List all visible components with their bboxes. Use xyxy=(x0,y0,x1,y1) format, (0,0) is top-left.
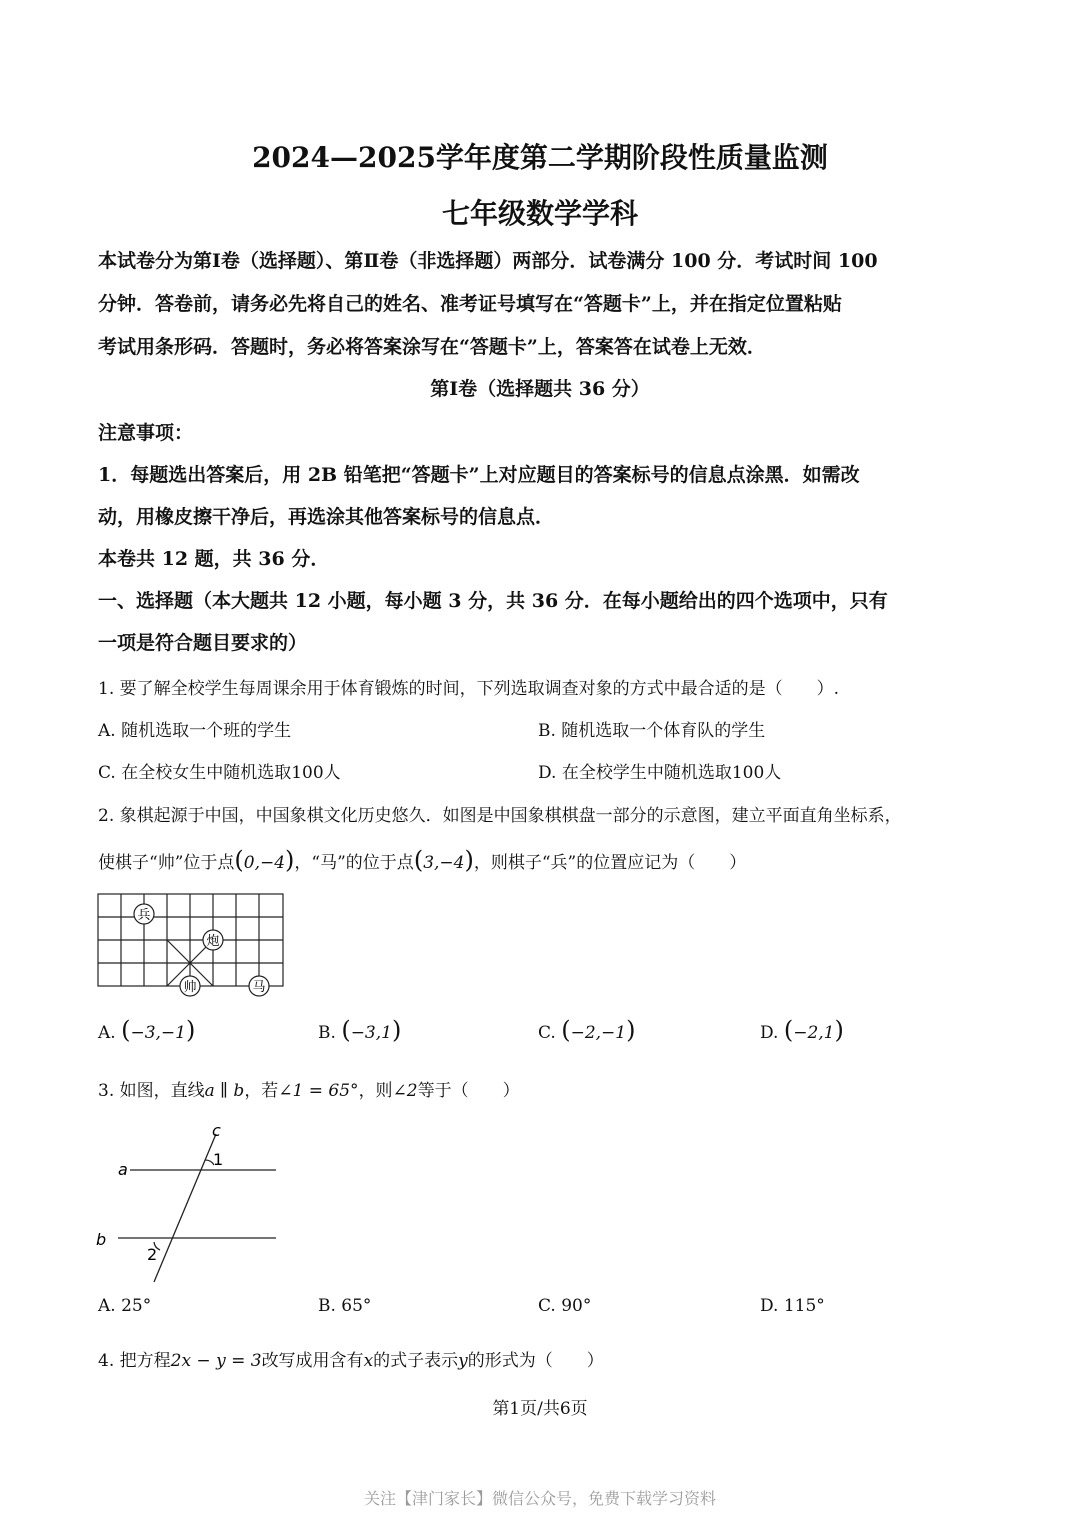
line-c xyxy=(154,1134,216,1282)
svg-text:帅: 帅 xyxy=(183,980,197,995)
q1-option-c: C. 在全校女生中随机选取100人 xyxy=(98,763,341,783)
q2-option-a: A. (−3,−1) xyxy=(98,1016,196,1044)
piece-ma xyxy=(249,976,269,996)
q2-option-b: B. (−3,1) xyxy=(318,1016,402,1044)
section-heading: 第Ⅰ卷（选择题共 36 分） xyxy=(430,378,650,400)
q3-parallel: a ∥ b xyxy=(204,1081,245,1101)
q3-option-d: D. 115° xyxy=(760,1296,825,1316)
watermark-text: 关注【津门家长】微信公众号，免费下载学习资料 xyxy=(363,1489,716,1508)
q2-stem-line-2: 使棋子“帅”位于点(0,−4)，“马”的位于点(3,−4)，则棋子“兵”的位置应记为（ ） xyxy=(98,846,747,874)
parallel-lines-figure xyxy=(94,1118,284,1288)
piece-pao xyxy=(203,930,223,950)
label-c: c xyxy=(212,1121,221,1140)
label-2: 2 xyxy=(147,1245,158,1264)
chessboard-figure xyxy=(96,890,288,1000)
q3-option-b: B. 65° xyxy=(318,1296,372,1316)
part-heading-line-2: 一项是符合题目要求的） xyxy=(98,632,308,654)
svg-text:兵: 兵 xyxy=(137,908,151,923)
notice-label: 注意事项： xyxy=(98,422,194,444)
piece-shuai xyxy=(180,976,200,996)
q1-stem: 1. 要了解全校学生每周课余用于体育锻炼的时间，下列选取调查对象的方式中最合适的是（ ）. xyxy=(98,679,840,699)
q2-point-ma: 3,−4 xyxy=(423,853,465,873)
q4-stem: 4. 把方程2x − y = 3改写成用含有x的式子表示y的形式为（ ） xyxy=(98,1351,604,1371)
q2-stem-line-1: 2. 象棋起源于中国，中国象棋文化历史悠久．如图是中国象棋棋盘一部分的示意图，建立平面直角坐标系， xyxy=(98,806,902,826)
q1-option-b: B. 随机选取一个体育队的学生 xyxy=(538,721,766,741)
exam-title: 2024—2025学年度第二学期阶段性质量监测 xyxy=(252,141,828,174)
label-b: b xyxy=(96,1230,107,1249)
q3-option-a: A. 25° xyxy=(98,1296,152,1316)
intro-line-3: 考试用条形码．答题时，务必将答案涂写在“答题卡”上，答案答在试卷上无效． xyxy=(98,336,766,358)
q2-stem-c: ，则棋子“兵”的位置应记为（ ） xyxy=(473,853,747,873)
q3-option-c: C. 90° xyxy=(538,1296,592,1316)
q4-equation: 2x − y = 3 xyxy=(170,1351,262,1371)
part-heading-line-1: 一、选择题（本大题共 12 小题，每小题 3 分，共 36 分．在每小题给出的四个选项中，只有 xyxy=(98,590,888,612)
q2-option-c: C. (−2,−1) xyxy=(538,1016,636,1044)
section-count: 本卷共 12 题，共 36 分． xyxy=(98,548,330,570)
q3-angle-1: ∠1 = 65° xyxy=(278,1081,359,1101)
svg-text:炮: 炮 xyxy=(206,934,220,949)
notice-line-1: 1．每题选出答案后，用 2B 铅笔把“答题卡”上对应题目的答案标号的信息点涂黑．如需改 xyxy=(98,464,860,486)
svg-text:马: 马 xyxy=(252,980,266,995)
exam-subtitle: 七年级数学学科 xyxy=(441,197,638,230)
q2-point-shuai: 0,−4 xyxy=(243,853,286,873)
intro-line-1: 本试卷分为第Ⅰ卷（选择题）、第Ⅱ卷（非选择题）两部分．试卷满分 100 分．考试时间 100 xyxy=(98,250,878,272)
page-number: 第1页/共6页 xyxy=(492,1399,588,1419)
q3-angle-2: ∠2 xyxy=(392,1081,418,1101)
label-1: 1 xyxy=(213,1150,224,1169)
notice-line-2: 动，用橡皮擦干净后，再选涂其他答案标号的信息点． xyxy=(98,506,555,528)
q2-stem-b: ，“马”的位于点 xyxy=(294,853,414,873)
intro-line-2: 分钟．答卷前，请务必先将自己的姓名、准考证号填写在“答题卡”上，并在指定位置粘贴 xyxy=(98,293,842,315)
label-a: a xyxy=(118,1160,128,1179)
q2-option-d: D. (−2,1) xyxy=(760,1016,844,1044)
q1-option-a: A. 随机选取一个班的学生 xyxy=(98,721,292,741)
q2-stem-a: 使棋子“帅”位于点 xyxy=(98,853,235,873)
piece-bing xyxy=(134,904,154,924)
q3-stem: 3. 如图，直线a ∥ b，若∠1 = 65°，则∠2等于（ ） xyxy=(98,1081,520,1101)
q1-option-d: D. 在全校学生中随机选取100人 xyxy=(538,763,782,783)
